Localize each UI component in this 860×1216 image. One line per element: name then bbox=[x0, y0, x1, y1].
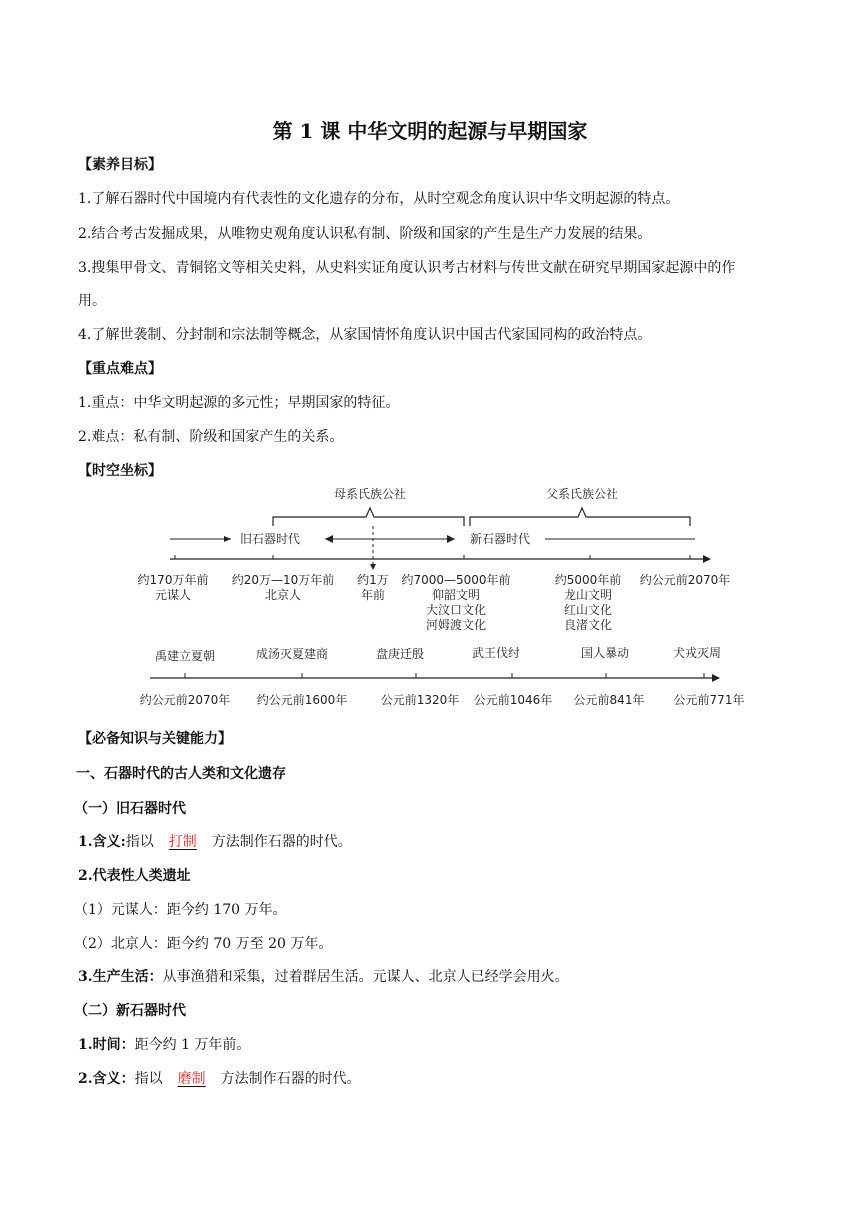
tick-sublabel: 年前 bbox=[360, 588, 386, 602]
tick-sublabel: 元谋人 bbox=[154, 588, 192, 602]
answer-text: 磨制 bbox=[177, 1071, 206, 1087]
axis-arrow-icon bbox=[712, 674, 720, 682]
subsection-neolithic: （二）新石器时代 bbox=[74, 1003, 186, 1019]
tick-sublabel: 大汶口文化 bbox=[425, 603, 487, 617]
life-text: 从事渔猎和采集，过着群居生活。元谋人、北京人已经学会用火。 bbox=[162, 969, 569, 985]
goal-item: 4.了解世袭制、分封制和宗法制等概念，从家国情怀角度认识中国古代家国同构的政治特点。 bbox=[78, 327, 652, 343]
date-label: 约公元前1600年 bbox=[256, 693, 348, 707]
date-label: 公元前1320年 bbox=[380, 693, 460, 707]
tick-label: 约20万—10万年前 bbox=[231, 573, 335, 587]
goal-item: 3.搜集甲骨文、青铜铭文等相关史料，从史料实证角度认识考古材料与传世文献在研究早期国家起源中的作 bbox=[78, 260, 736, 276]
subsection-paleolithic: （一）旧石器时代 bbox=[74, 801, 186, 817]
answer-blank bbox=[163, 1069, 221, 1089]
prehistory-timeline bbox=[0, 480, 860, 640]
event-label: 武王伐纣 bbox=[471, 646, 521, 660]
tick-sublabel: 龙山文明 bbox=[563, 588, 613, 602]
goal-item-continued: 用。 bbox=[78, 293, 106, 309]
event-label: 成汤灭夏建商 bbox=[255, 647, 329, 661]
definition-paleolithic bbox=[78, 832, 352, 852]
tick-sublabel: 红山文化 bbox=[563, 603, 613, 617]
tick-label: 约5000年前 bbox=[554, 573, 622, 587]
definition-text: 指以 bbox=[125, 834, 154, 850]
time-label: 1.时间： bbox=[78, 1037, 135, 1053]
life-paragraph bbox=[78, 967, 569, 987]
event-label: 国人暴动 bbox=[580, 646, 630, 660]
page-title: 第 1 课 中华文明的起源与早期国家 bbox=[272, 119, 588, 143]
sites-heading: 2.代表性人类遗址 bbox=[78, 868, 191, 884]
timeline-heading: 【时空坐标】 bbox=[78, 463, 162, 479]
goals-heading: 【素养目标】 bbox=[78, 157, 162, 173]
tick-sublabel: 良渚文化 bbox=[563, 618, 613, 632]
tick-label: 约1万 bbox=[357, 573, 389, 587]
key-points-heading: 【重点难点】 bbox=[78, 361, 162, 377]
tick-sublabel: 仰韶文明 bbox=[431, 588, 481, 602]
definition-text: 方法制作石器的时代。 bbox=[220, 1071, 361, 1087]
era-neolithic: 新石器时代 bbox=[470, 532, 531, 546]
date-label: 公元前771年 bbox=[673, 693, 745, 707]
tick-label: 约公元前2070年 bbox=[639, 573, 731, 587]
time-paragraph bbox=[78, 1035, 250, 1055]
dynasty-timeline bbox=[0, 640, 860, 716]
arrow-head-left bbox=[325, 535, 333, 543]
axis-arrow-icon bbox=[703, 555, 711, 563]
knowledge-heading: 【必备知识与关键能力】 bbox=[78, 731, 232, 747]
definition-text: 方法制作石器的时代。 bbox=[211, 834, 352, 850]
definition-text: 指以 bbox=[134, 1071, 163, 1087]
goal-item: 2.结合考古发掘成果，从唯物史观角度认识私有制、阶级和国家的产生是生产力发展的结果。 bbox=[78, 226, 652, 242]
section-heading-stone-age: 一、石器时代的古人类和文化遗存 bbox=[76, 766, 286, 782]
brace-label-patriarchal: 父系氏族公社 bbox=[545, 487, 619, 501]
brace-patriarchal bbox=[470, 508, 690, 526]
definition-label: 2.含义： bbox=[78, 1071, 135, 1087]
tick-sublabel: 北京人 bbox=[264, 588, 302, 602]
brace-matriarchal bbox=[273, 508, 464, 526]
definition-neolithic bbox=[78, 1069, 361, 1089]
event-label: 犬戎灭周 bbox=[672, 646, 722, 660]
site-item: （2）北京人：距今约 70 万至 20 万年。 bbox=[74, 936, 333, 952]
goal-item: 1.了解石器时代中国境内有代表性的文化遗存的分布，从时空观念角度认识中华文明起源的特点。 bbox=[78, 191, 680, 207]
key-point-item: 1.重点：中华文明起源的多元性；早期国家的特征。 bbox=[78, 395, 400, 411]
date-label: 公元前841年 bbox=[573, 693, 645, 707]
time-text: 距今约 1 万年前。 bbox=[134, 1037, 251, 1053]
arrow-head-right bbox=[447, 535, 455, 543]
event-label: 禹建立夏朝 bbox=[154, 649, 216, 663]
site-item: （1）元谋人：距今约 170 万年。 bbox=[74, 902, 287, 918]
date-label: 公元前1046年 bbox=[473, 693, 553, 707]
key-point-item: 2.难点：私有制、阶级和国家产生的关系。 bbox=[78, 429, 344, 445]
brace-label-matriarchal: 母系氏族公社 bbox=[333, 487, 407, 501]
event-label: 盘庚迁殷 bbox=[375, 647, 425, 661]
answer-text: 打制 bbox=[168, 834, 197, 850]
dashed-arrow-head bbox=[370, 564, 376, 570]
tick-label: 约170万年前 bbox=[137, 573, 209, 587]
life-label: 3.生产生活： bbox=[78, 969, 163, 985]
answer-blank bbox=[154, 832, 212, 852]
definition-label: 1.含义: bbox=[78, 834, 126, 850]
era-paleolithic: 旧石器时代 bbox=[240, 532, 301, 546]
date-label: 约公元前2070年 bbox=[139, 693, 231, 707]
tick-label: 约7000—5000年前 bbox=[401, 573, 511, 587]
tick-sublabel: 河姆渡文化 bbox=[425, 618, 487, 632]
